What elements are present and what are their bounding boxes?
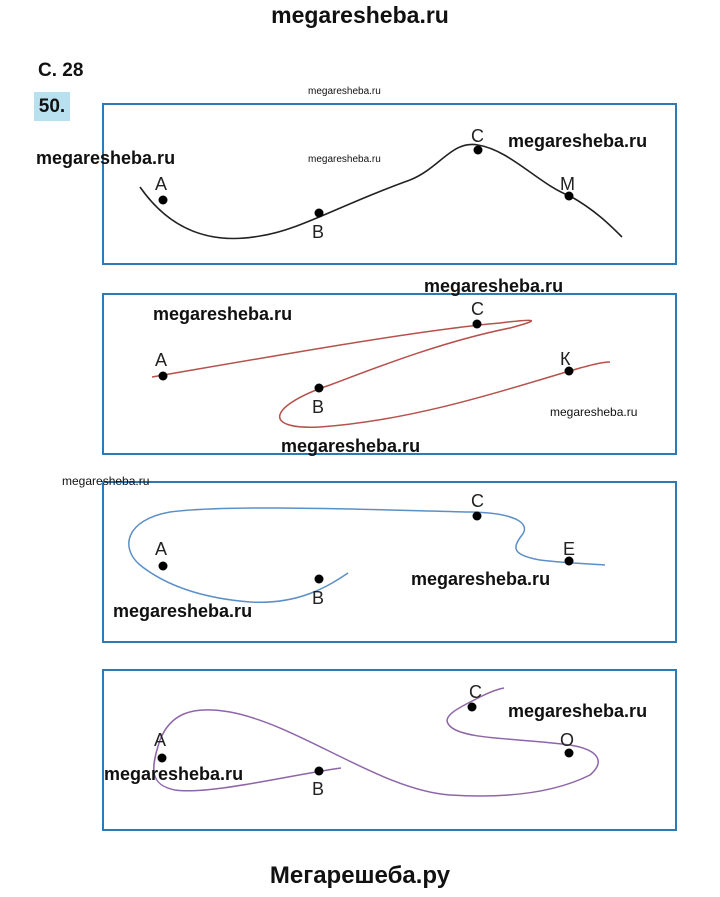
label-c: С: [471, 299, 484, 319]
watermark: megaresheba.ru: [550, 405, 638, 419]
watermark: megaresheba.ru: [281, 436, 421, 456]
site-header[interactable]: megaresheba.ru: [271, 2, 449, 28]
label-b: В: [312, 779, 325, 799]
point-a: [159, 562, 168, 571]
site-footer[interactable]: Мегарешеба.ру: [269, 862, 451, 889]
label-c: С: [471, 126, 484, 146]
point-c: [474, 146, 483, 155]
label-c: С: [471, 491, 484, 511]
watermark: megaresheba.ru: [308, 154, 381, 165]
label-b: В: [312, 397, 325, 417]
label-c: С: [469, 682, 482, 702]
watermark: megaresheba.ru: [308, 86, 381, 97]
label-b: В: [312, 588, 325, 608]
watermark: megaresheba.ru: [411, 569, 551, 589]
point-a: [159, 372, 168, 381]
task-number: 50.: [34, 92, 70, 121]
point-b: [315, 575, 324, 584]
watermark: megaresheba.ru: [104, 764, 244, 784]
label-m: М: [560, 174, 575, 194]
label-a: А: [155, 174, 168, 194]
point-c: [473, 320, 482, 329]
label-o: О: [560, 730, 575, 750]
label-a: А: [155, 350, 168, 370]
panel-3-drawing: [129, 491, 605, 608]
curve-2: [152, 320, 610, 427]
point-a: [159, 196, 168, 205]
point-c: [473, 512, 482, 521]
watermark: megaresheba.ru: [424, 276, 564, 296]
watermark: megaresheba.ru: [508, 701, 648, 721]
curve-1: [140, 144, 622, 238]
label-a: А: [154, 730, 167, 750]
label-a: А: [155, 539, 168, 559]
watermark: megaresheba.ru: [62, 474, 150, 488]
watermark: megaresheba.ru: [508, 131, 648, 151]
label-e: Е: [563, 539, 576, 559]
point-b: [315, 209, 324, 218]
label-k: К: [560, 349, 571, 369]
watermark: megaresheba.ru: [153, 304, 293, 324]
point-b: [315, 767, 324, 776]
page-reference: С. 28: [38, 60, 84, 81]
watermark: megaresheba.ru: [113, 601, 253, 621]
label-b: В: [312, 222, 325, 242]
point-a: [158, 754, 167, 763]
watermark: megaresheba.ru: [36, 148, 176, 168]
point-c: [468, 703, 477, 712]
point-b: [315, 384, 324, 393]
